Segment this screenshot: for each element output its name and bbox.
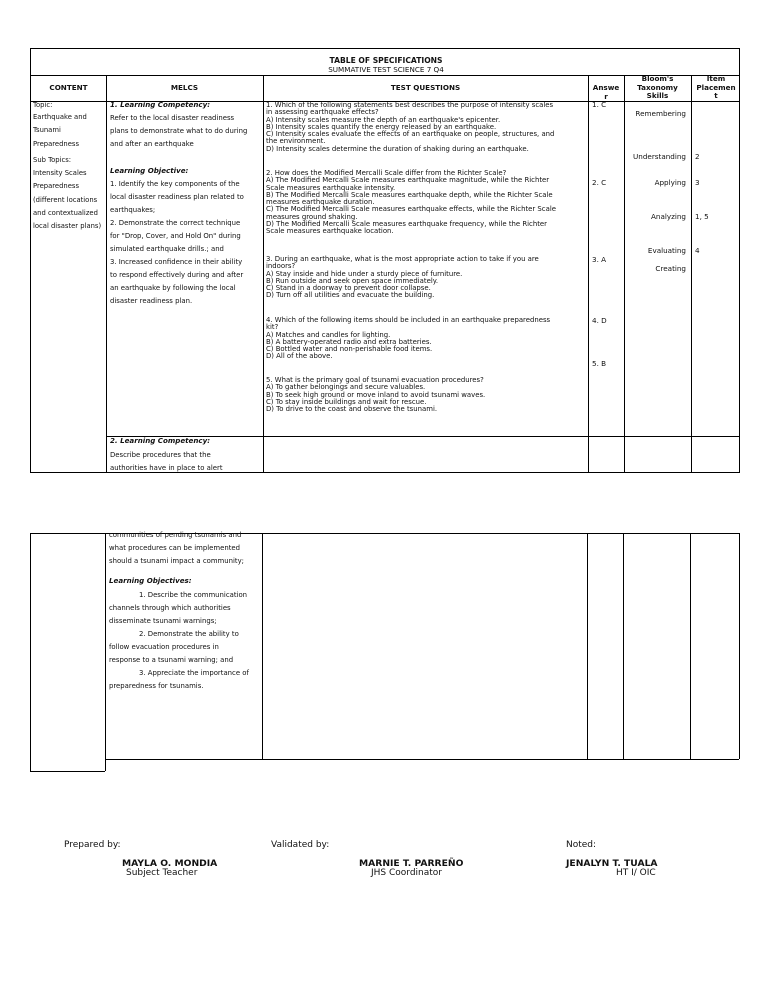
prepared-by-name: MAYLA O. MONDIA [122, 858, 218, 869]
header-test-questions: TEST QUESTIONS [390, 83, 461, 92]
cont-left-bottom [30, 771, 105, 772]
cont-divider-4 [623, 533, 624, 759]
placement-analyzing: 1, 5 [695, 212, 709, 221]
specifications-table [30, 48, 740, 473]
cont-right-border [739, 533, 740, 759]
noted-name: JENALYN T. TUALA [566, 858, 658, 869]
objective2-item2: 2. Demonstrate the ability to follow evacuation procedures in response to a tsunami warning; and [109, 630, 239, 664]
validated-by-name: MARNIE T. PARREÑO [359, 858, 464, 869]
prepared-by-role: Subject Teacher [126, 868, 198, 878]
col-divider-5 [691, 75, 692, 472]
bloom-applying: Applying [654, 178, 686, 187]
bloom-remembering: Remembering [635, 109, 686, 118]
objective1-list: 1. Identify the key components of the local disaster readiness plan related to earthquakes; 2. Demonstrate the correct technique for "Drop, Cover, and Hold On" during simulated earthquake drills.; and 3. Increased confidence in their ability to respond effectively during and after an earthquake by following the local disaster readiness plan. [110, 180, 244, 305]
cont-divider-3 [587, 533, 588, 759]
placement-evaluating: 4 [695, 246, 700, 255]
noted-role: HT I/ OIC [616, 868, 656, 878]
answer-3: 3. A [592, 255, 607, 264]
bloom-understanding: Understanding [633, 152, 686, 161]
question-5: 5. What is the primary goal of tsunami evacuation procedures? A) To gather belongings and secure valuables. B) To seek high ground or move inland to avoid tsunami waves. C) To stay inside buildings and wait for rescue. D) To drive to the coast and observe the tsunami. [266, 376, 486, 414]
validated-by-label: Validated by: [271, 840, 330, 850]
prepared-by-label: Prepared by: [64, 840, 121, 850]
header-content: CONTENT [49, 83, 88, 92]
topic-text: Earthquake and Tsunami Preparedness [33, 113, 87, 148]
answer-4: 4. D [592, 316, 607, 325]
col-divider-2 [263, 75, 264, 472]
cont-left-border [30, 533, 31, 771]
cont-divider-2 [262, 533, 263, 759]
bloom-analyzing: Analyzing [650, 212, 686, 221]
objective2-item3: 3. Appreciate the importance of preparedness for tsunamis. [109, 669, 249, 690]
answer-5: 5. B [592, 359, 607, 368]
table-title: TABLE OF SPECIFICATIONS [329, 56, 443, 65]
placement-understanding: 2 [695, 152, 700, 161]
objective2-item1: 1. Describe the communication channels through which authorities disseminate tsunami warnings; [109, 591, 248, 625]
header-melcs: MELCS [170, 83, 199, 92]
competency2-label: 2. Learning Competency: [110, 436, 211, 445]
answer-1: 1. C [592, 100, 607, 109]
question-4: 4. Which of the following items should be included in an earthquake preparedness kit? A) Matches and candles for lighting. B) A battery-operated radio and extra batteries. C) Bottled water and non-perishable food items. D) All of the above. [266, 316, 551, 361]
competency1-label: 1. Learning Competency: [110, 100, 211, 109]
objective2-label: Learning Objectives: [109, 576, 192, 585]
header-answer: Answe r [592, 83, 620, 101]
bloom-evaluating: Evaluating [647, 246, 686, 255]
competency1-text: Refer to the local disaster readiness plans to demonstrate what to do during and after an earthquake [110, 114, 248, 148]
continuation-table [30, 533, 740, 761]
answer-2: 2. C [592, 178, 607, 187]
header-blooms: Bloom's Taxonomy Skills [637, 74, 678, 101]
col-divider-3 [588, 75, 589, 472]
competency2-text-part2: communities of pending tsunamis and what procedures can be implemented should a tsunami impact a community; [109, 531, 244, 565]
validated-by-role: JHS Coordinator [371, 868, 443, 878]
question-2: 2. How does the Modified Mercalli Scale differ from the Richter Scale? A) The Modified Mercalli Scale measures earthquake magnitude, while the Richter Scale measures earthquake intensity. B) The Modified Mercalli Scale measures earthquake depth, while the Richter Scale measures earthquake duration. C) The Modified Mercalli Scale measures earthquake effects, while the Richter Scale measures ground shaking. D) The Modified Mercalli Scale measures earthquake frequency, while the Richter Scale measures earthquake location. [266, 169, 556, 236]
col-divider-1 [106, 75, 107, 472]
subtopics-label: Sub Topics: [33, 156, 72, 164]
header-item-placement: Item Placemen t [696, 74, 736, 101]
competency2-text-part1: Describe procedures that the authorities have in place to alert [110, 451, 223, 472]
question-1: 1. Which of the following statements best describes the purpose of intensity scales in assessing earthquake effects? A) Intensity scales measure the depth of an earthquake's epicenter. B) Intensity scales quantify the energy released by an earthquake. C) Intensity scales evaluate the effects of an earthquake on people, structures, and the environment. D) Intensity scales determine the duration of shaking during an earthquake. [266, 101, 555, 153]
topic-label: Topic: [33, 101, 53, 109]
cont-divider-5 [690, 533, 691, 759]
table-subtitle: SUMMATIVE TEST SCIENCE 7 Q4 [328, 65, 444, 74]
question-3: 3. During an earthquake, what is the most appropriate action to take if you are indoors? A) Stay inside and hide under a sturdy piece of furniture. B) Run outside and seek open space immediately. C) Stand in a doorway to prevent door collapse. D) Turn off all utilities and evacuate the building. [266, 255, 539, 300]
cont-bottom-border [105, 759, 739, 760]
objective1-label: Learning Objective: [110, 166, 189, 175]
noted-label: Noted: [566, 840, 597, 850]
bloom-creating: Creating [655, 264, 686, 273]
cont-divider-1 [105, 533, 106, 771]
subtopics-text: Intensity Scales Preparedness (different locations and contextualized local disaster plans) [33, 169, 102, 231]
placement-applying: 3 [695, 178, 700, 187]
